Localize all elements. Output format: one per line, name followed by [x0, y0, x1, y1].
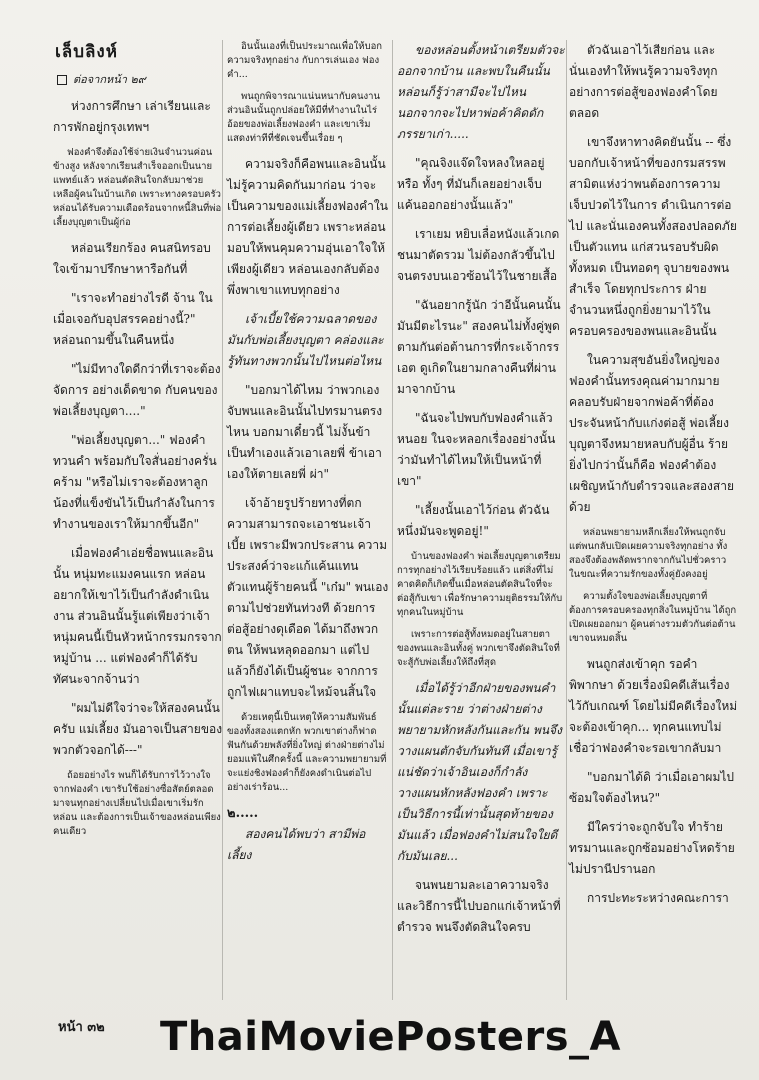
small-note: ถ้อยอย่างไร พนก็ได้รับการไว้วางใจจากฟองคำ เขารับใช้อย่างซื่อสัตย์ตลอดมาจนทุกอย่างเปลี่ยนไปเมื่อเขาเริ่มรักหล่อน และต้องการเป็นเจ้าของหล่อนเพียงคนเดียว [53, 770, 221, 837]
paragraph: มีใครว่าจะถูกจับใจ ทำร้ายทรมานและถูกซ้อมอย่างโหดร้าย ไม่ปรานีปรานอก [569, 820, 735, 876]
paragraph: "คุณจิงแจ๊ดใจหลงใหลอยู่หรือ ทั้งๆ ที่มันก็เลยอย่างเจ็บแค้นออกอย่างนั้นแล้ว" [397, 156, 545, 212]
paragraph: "ผมไม่ดีใจว่าจะให้สองคนนั้นครับ แม่เลี้ยง มันอาจเป็นสายของพวกตัวจอกได้---" [53, 701, 223, 757]
paragraph: เมื่อได้รู้ว่าอีกฝ่ายของพนคำนั้นแต่ละราย ว่าต่างฝ่ายต่างพยายามหักหลังกันและกัน พนจึงวางแผนตักจับกันทันที เมื่อเขารู้แน่ชัดว่าเจ้าอินเองก็กำลังวางแผนหักหลังฟองคำ เพราะเป็นวิธีการนี้เท่านั้นสุดท้ายของมันแล้ว เมื่อฟองคำไม่สนใจใยดีกับมันเลย... [397, 681, 562, 863]
paragraph: ตัวฉันเอาไว้เสียก่อน และนั่นเองทำให้พนรู้ความจริงทุกอย่างการต่อสู้ของฟองคำโดยตลอด [569, 43, 718, 120]
paragraph: "บอกมาได้ไหม ว่าพวกเองจับพนและอินนั้นไปทรมานตรงไหน บอกมาเดี๋ยวนี้ ไม่งั้นข้าเป็นทำเองแล้วเอาเลยพี่ ข้าเอาเองให้ตายเลยพี่ ผ่า" [227, 383, 383, 481]
caption: สองคนได้พบว่า สามีพ่อเลี้ยง [227, 827, 366, 862]
section-title: เล็บลิงห์ [55, 42, 118, 62]
paragraph: "พ่อเลี้ยงบุญตา..." ฟองคำทวนคำ พร้อมกับใจสั่นอย่างครั่นคร้าม "หรือไม่เราจะต้องหาลูกน้องที่แข็งขันไว้เป็นกำลังในการทำงานของเราให้มากขึ้นอีก" [53, 433, 217, 531]
text-column-2 [227, 40, 389, 874]
paragraph: ความจริงก็คือพนและอินนั้นไม่รู้ความคิดกันมาก่อน ว่าจะเป็นความของแม่เลี้ยงฟองคำในการต่อเลี้ยงผู้เดียว เพราะหล่อนมอบให้พนคุมความอุ่นเอาใจให้เพียงผู้เดียว หล่อนเองกลับต้องพึ่งพาเขาแทบทุกอย่าง [227, 157, 388, 297]
paragraph: พนถูกส่งเข้าคุก รอคำพิพากษา ด้วยเรื่องมิคดีเส้นเรื่องไว้กับเกณฑ์ โดยไม่มีคดีเรื่องใหม่จะต้องเข้าคุก... ทุกคนแทบไม่เชื่อว่าฟองคำจะรอเขากลับมา [569, 657, 738, 755]
paragraph: ฟองคำจึงต้องใช้จ่ายเงินจำนวนค่อนข้างสูง หลังจากเรียนสำเร็จออกเป็นนายแพทย์แล้ว หล่อนตัดสินใจกลับมาช่วยเหลือผู้คนในบ้านเกิด เพราะทางครอบครัวหล่อนได้รับความเดือดร้อนจากหนี้สินที่พ่อเลี้ยงบุญตาเป็นผู้ก่อ [53, 147, 222, 228]
text-column-3 [397, 40, 565, 946]
small-note: พนถูกพิจารณาแน่นหนากับคนงาน ส่วนอินนั้นถูกปล่อยให้มีที่ทำงานในไร่อ้อยของพ่อเลี้ยงฟองคำ และเขาเริ่มแสดงท่าทีที่ชัดเจนขึ้นเรื่อย ๆ [227, 91, 380, 144]
small-note: ความตั้งใจของพ่อเลี้ยงบุญตาที่ต้องการครอบครองทุกสิ่งในหมู่บ้าน ได้ถูกเปิดเผยออกมา ผู้คนต่างรวมตัวกันต่อต้านเขาจนหมดสิ้น [569, 591, 737, 644]
paragraph: เจ้าเบี้ยใช้ความฉลาดของมันกับพ่อเลี้ยงบุญตา คล่องและรู้ทันทางพวกนั้นไปไหนต่อไหน [227, 312, 384, 368]
paragraph: เมื่อฟองคำเอ่ยชื่อพนและอินนั้น หนุ่มทะแมงคนแรก หล่อนอยากให้เขาไว้เป็นกำลังดำเนินงาน ส่วนอินนั้นรู้แต่เพียงว่าเจ้าหนุ่มคนนี้เป็นหัวหน้ากรรมกรจากหมู่บ้าน ... แต่ฟองคำก็ได้รับทัศนะจากจ้านว่า [53, 546, 222, 686]
page-number: หน้า ๓๒ [58, 1020, 105, 1035]
continued-from [57, 69, 223, 90]
small-note: หล่อนพยายามหลีกเลี่ยงให้พนถูกจับ แต่พนกลับเปิดเผยความจริงทุกอย่าง ทั้งสองจึงต้องพลัดพรากจากกันไปชั่วคราว ในขณะที่ความรักของทั้งคู่ยังคงอยู่ [569, 527, 728, 580]
continued-from-text: ต่อจากหน้า ๒๙ [73, 73, 146, 86]
column-divider [566, 40, 567, 1000]
column-divider [392, 40, 393, 1000]
paragraph: ของหล่อนตั้งหน้าเตรียมตัวจะออกจากบ้าน และพบในคืนนั้นหล่อนก็รู้ว่าสามีจะไปไหน นอกจากจะไปหาพ่อค้าคิดดักภรรยาเก่า..... [397, 43, 565, 141]
paragraph: การปะทะระหว่างคณะการา [587, 891, 729, 905]
paragraph: เราเยม หยิบเลื่อหนังแล้วเกดชนมาตัดรวม ไม่ต้องกลัวขึ้นไปจนตรงบนเอวซ้อนไว้ในชายเสื้อ [397, 227, 560, 283]
text-column-4 [569, 40, 739, 917]
small-note: อินนั้นเองที่เป็นประมาณเพื่อให้บอกความจริงทุกอย่าง กับการเล่นเอง ฟองคำ... [227, 41, 383, 80]
paragraph: จนพนยามละเอาความจริงและวิธีการนี้ไปบอกแก่เจ้าหน้าที่ตำรวจ พนจึงตัดสินใจครบ [397, 878, 561, 934]
paragraph: "ฉันอยากรู้นัก ว่าอีนั้นคนนั้น มันมีตะไรนะ" สองคนไม่ทั้งคู่พูดตามกันต่อต้านการที่กระเจ้ากรรเอต ดูเกิดในยามกลางคืนที่ผ่านมาจากบ้าน [397, 298, 561, 396]
text-column-1 [53, 40, 223, 847]
paragraph: "ฉันจะไปพบกับฟองคำแล้วหนอย ในจะหลอกเรื่องอย่างนั้นว่ามันทำได้ไหมให้เป็นหน้าที่เขา" [397, 411, 556, 488]
paragraph: "เราจะทำอย่างไรดี จ้าน ในเมื่อเจอกับอุปสรรคอย่างนี้?" หล่อนถามขึ้นในคืนหนึ่ง [53, 291, 213, 347]
small-note: บ้านของฟองคำ พ่อเลี้ยงบุญตาเตรียมการทุกอย่างไว้เรียบร้อยแล้ว แต่สิ่งที่ไม่คาดคิดก็เกิดขึ้นเมื่อหล่อนตัดสินใจที่จะต่อสู้กับเขา เพื่อรักษาความยุติธรรมให้กับทุกคนในหมู่บ้าน [397, 551, 563, 618]
paragraph: เขาจึงหาทางคิดยันนั้น -- ซึ่งบอกกับเจ้าหน้าที่ของกรมสรรพสามิตแห่งว่าพนต้องการความเจ็บปวดไว้ในการ ดำเนินการต่อไป และนั่นเองคนทั้งสองปลอดภัยเป็นตัวแทน แก่สวนรอบรับผิดทั้งหมด เป็นทอดๆ จุบายของพนสำเร็จ โดยทุกประการ ฝ่ายจำนวนหนึ่งถูกยิ่งยามาไว้ในครอบครองของพนและอินนั้น [569, 135, 737, 338]
small-note: ด้วยเหตุนี้เป็นเหตุให้ความสัมพันธ์ของทั้งสองแตกหัก พวกเขาต่างก็ฟาดฟันกันด้วยพลังที่ยิ่งใหญ่ ต่างฝ่ายต่างไม่ยอมแพ้ในศึกครั้งนี้ และความพยายามที่จะแย่งชิงฟองคำก็ยังคงดำเนินต่อไปอย่างเร่าร้อน... [227, 712, 387, 793]
square-bullet-icon [57, 75, 67, 85]
paragraph: "บอกมาได้ดิ ว่าเมื่อเอาผมไปซ้อมใจต้องไหน?" [569, 770, 735, 805]
paragraph: "ไม่มีทางใดดีกว่าที่เราจะต้องจัดการ อย่างเด็ดขาด กับคนของพ่อเลี้ยงบุญตา...." [53, 362, 221, 418]
small-note: เพราะการต่อสู้ทั้งหมดอยู่ในสายตาของพนและอินทั้งคู่ พวกเขาจึงตัดสินใจที่จะสู้กับพ่อเลี้ยงให้ถึงที่สุด [397, 629, 560, 668]
paragraph: ในความสุขอันยิ่งใหญ่ของฟองคำนั้นทรงคุณค่ามากมาย คลอบรับฝ่ายจากพ่อค้าที่ต้องประจันหน้ากับแก่งต่อสู้ พ่อเลี้ยงบุญตาจึงหมายหลบกับผู้อื่น ร้ายยิ่งไปกว่านั้นก็คือ ฟองคำต้องเผชิญหน้ากับตำรวจและสองสายด้วย [569, 353, 734, 514]
paragraph: ห่วงการศึกษา เล่าเรียนและการพักอยู่กรุงเทพฯ [53, 99, 211, 134]
continuation-mark: ๒..... [227, 806, 259, 821]
paragraph: หล่อนเรียกร้อง คนสนิทรอบใจเข้ามาปรึกษาหารือกันที่ [53, 241, 211, 276]
paragraph: เจ้าอ้ายรูปร้ายทางที่ตกความสามารถจะเอาชนะเจ้าเบี้ย เพราะมีพวกประสาน ความประสงค์ว่าจะแก้แค้นแทนตัวแทนผู้ร้ายคนนี้ "เก๋ม" พนเองตามไปช่วยทันท่วงที ด้วยการต่อสู้อย่างดุเดือด ได้มาถึงพวกตน ให้พนหลุดออกมา แต่ไปแล้วก็ยังได้เป็นผู้ชนะ จากการถูกไฟเผาแทบจะไหม้จนสิ้นใจ [227, 496, 389, 699]
watermark-text: ThaiMoviePosters_A [160, 1014, 622, 1060]
column-divider [222, 40, 223, 1000]
paragraph: "เลี้ยงนั้นเอาไว้ก่อน ตัวฉันหนึ่งมันจะพูดอยู่!" [397, 503, 550, 538]
